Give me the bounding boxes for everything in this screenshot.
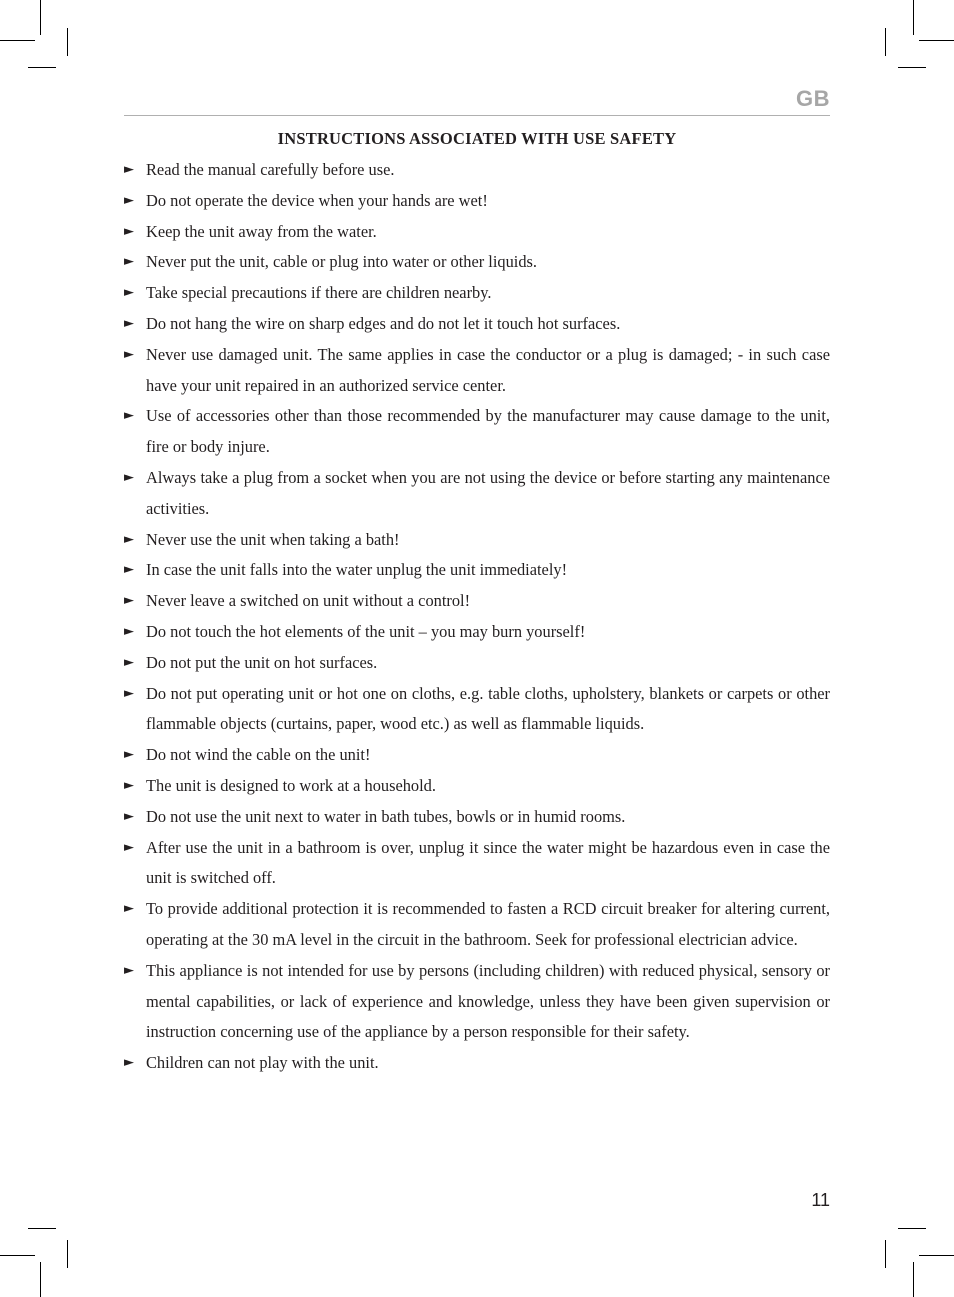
instruction-text: Take special precautions if there are children nearby. [146, 283, 492, 303]
bullet-arrow-icon: ► [124, 346, 134, 362]
bullet-arrow-icon: ► [124, 562, 134, 578]
bullet-arrow-icon: ► [124, 654, 134, 670]
bullet-arrow-icon: ► [124, 777, 134, 793]
crop-mark [919, 40, 954, 41]
instruction-item [124, 956, 830, 1048]
instruction-text: Do not put the unit on hot surfaces. [146, 652, 378, 672]
instruction-item [124, 802, 830, 833]
crop-mark [67, 28, 68, 56]
bullet-arrow-icon: ► [124, 254, 134, 270]
instruction-text: Never use the unit when taking a bath! [146, 529, 400, 549]
instruction-item [124, 309, 830, 340]
language-code: GB [796, 86, 830, 111]
instruction-item [124, 186, 830, 217]
bullet-arrow-icon: ► [124, 901, 134, 917]
instruction-item [124, 679, 830, 741]
bullet-arrow-icon: ► [124, 531, 134, 547]
instruction-item [124, 617, 830, 648]
bullet-arrow-icon: ► [124, 223, 134, 239]
instruction-item [124, 555, 830, 586]
bullet-arrow-icon: ► [124, 685, 134, 701]
header-divider [124, 115, 830, 116]
bullet-arrow-icon: ► [124, 1055, 134, 1071]
instruction-text: In case the unit falls into the water unplug the unit immediately! [146, 560, 568, 580]
crop-mark [40, 0, 41, 35]
instruction-text: Do not use the unit next to water in bath tubes, bowls or in humid rooms. [146, 806, 626, 826]
crop-mark [898, 67, 926, 68]
instruction-item [124, 217, 830, 248]
instruction-text: Do not operate the device when your hands are wet! [146, 190, 488, 210]
crop-mark [919, 1255, 954, 1256]
safety-instructions-list [124, 155, 830, 1079]
instruction-text: Read the manual carefully before use. [146, 160, 395, 179]
bullet-arrow-icon: ► [124, 408, 134, 424]
instruction-item [124, 340, 830, 402]
instruction-text: Never leave a switched on unit without a control! [146, 591, 471, 611]
instruction-text: Do not wind the cable on the unit! [146, 745, 371, 765]
instruction-item [124, 401, 830, 463]
instruction-item [124, 648, 830, 679]
bullet-arrow-icon: ► [124, 808, 134, 824]
instruction-text: Never put the unit, cable or plug into water or other liquids. [146, 252, 537, 272]
bullet-arrow-icon: ► [124, 469, 134, 485]
instruction-text: This appliance is not intended for use by persons (including children) with reduced physical, sensory or mental capabilities, or lack of experience and knowledge, unless they have been given supervision or instruction concerning use of the appliance by a person responsible for their safety. [146, 960, 830, 1042]
instruction-text: Do not touch the hot elements of the unit – you may burn yourself! [146, 621, 586, 641]
bullet-arrow-icon: ► [124, 192, 134, 208]
instruction-text: Children can not play with the unit. [146, 1053, 379, 1073]
bullet-arrow-icon: ► [124, 623, 134, 639]
crop-mark [67, 1240, 68, 1268]
instruction-text: Use of accessories other than those recommended by the manufacturer may cause damage to the unit, fire or body injure. [146, 406, 830, 457]
crop-mark [913, 1262, 914, 1297]
instruction-text: Never use damaged unit. The same applies in case the conductor or a plug is damaged; - in such case have your unit repaired in an authorized service center. [146, 344, 830, 395]
crop-mark [0, 1255, 35, 1256]
instruction-item [124, 586, 830, 617]
instruction-text: To provide additional protection it is recommended to fasten a RCD circuit breaker for altering current, operating at the 30 mA level in the circuit in the bathroom. Seek for professional electrician advice. [146, 899, 830, 949]
instruction-item [124, 1048, 830, 1079]
instruction-item [124, 833, 830, 895]
crop-mark [898, 1228, 926, 1229]
crop-mark [885, 1240, 886, 1268]
instruction-item [124, 463, 830, 525]
instruction-item [124, 740, 830, 771]
instruction-item [124, 771, 830, 802]
instruction-item [124, 525, 830, 556]
bullet-arrow-icon: ► [124, 839, 134, 855]
instruction-text: Keep the unit away from the water. [146, 221, 377, 241]
instruction-item [124, 155, 830, 186]
instruction-item [124, 247, 830, 278]
bullet-arrow-icon: ► [124, 962, 134, 978]
bullet-arrow-icon: ► [124, 593, 134, 609]
crop-mark [885, 28, 886, 56]
bullet-arrow-icon: ► [124, 285, 134, 301]
bullet-arrow-icon: ► [124, 747, 134, 763]
instruction-item [124, 894, 830, 956]
crop-mark [913, 0, 914, 35]
instruction-text: Do not put operating unit or hot one on cloths, e.g. table cloths, upholstery, blankets or carpets or other flammable objects (curtains, paper, wood etc.) as well as flammable liquids. [146, 683, 830, 734]
instruction-text: Always take a plug from a socket when you are not using the device or before starting any maintenance activities. [146, 467, 830, 518]
crop-mark [28, 1228, 56, 1229]
instruction-text: After use the unit in a bathroom is over, unplug it since the water might be hazardous even in case the unit is switched off. [146, 837, 830, 888]
bullet-arrow-icon: ► [124, 315, 134, 331]
instruction-item [124, 278, 830, 309]
page-number: 11 [811, 1190, 830, 1210]
bullet-arrow-icon: ► [124, 162, 134, 177]
instruction-text: Do not hang the wire on sharp edges and do not let it touch hot surfaces. [146, 313, 621, 333]
instruction-text: The unit is designed to work at a household. [146, 775, 436, 795]
crop-mark [40, 1262, 41, 1297]
section-title: INSTRUCTIONS ASSOCIATED WITH USE SAFETY [277, 129, 677, 148]
crop-mark [0, 40, 35, 41]
crop-mark [28, 67, 56, 68]
